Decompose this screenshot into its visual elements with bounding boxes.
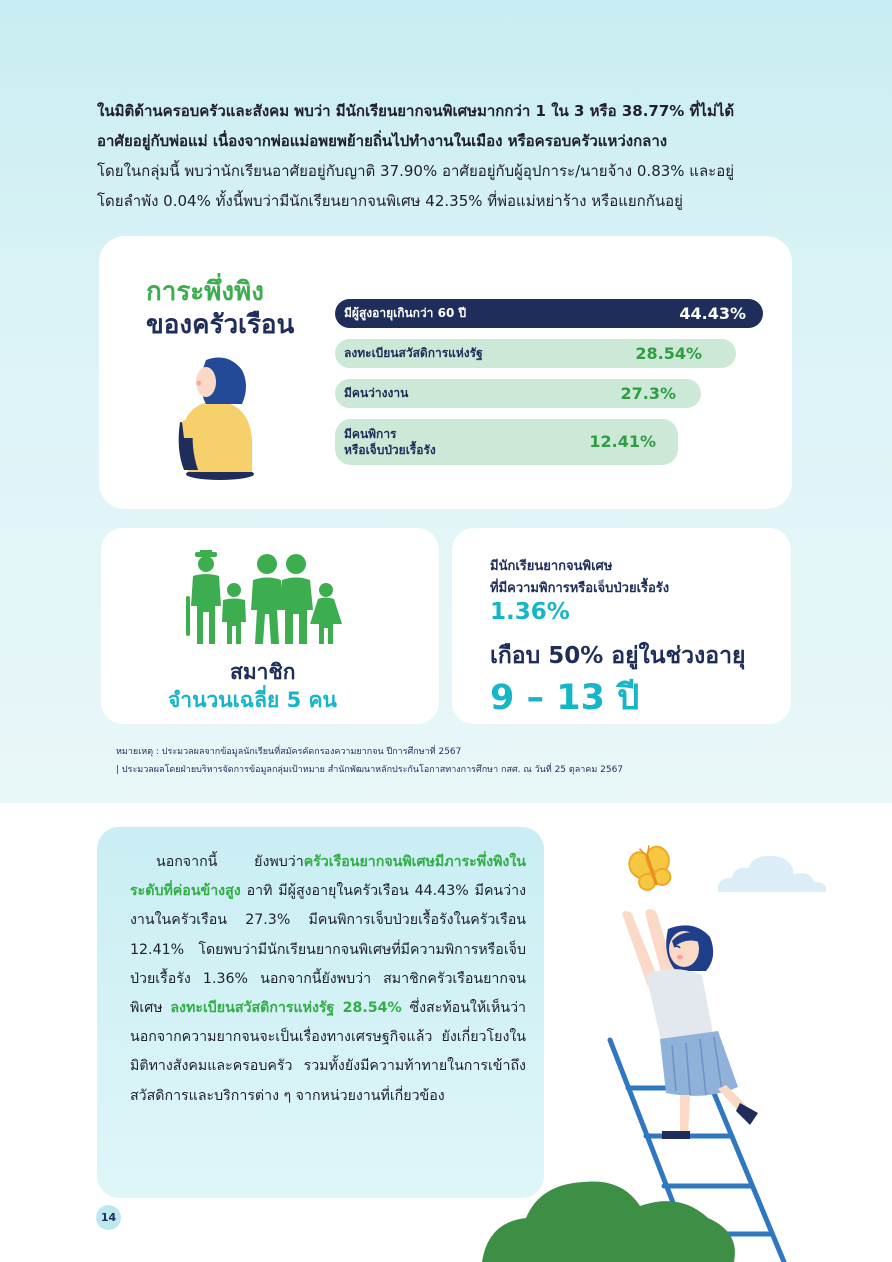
paragraph-text-3: ซึ่งสะท้อนให้เห็นว่า นอกจากความยากจนจะเป็นเรื่องทางเศรษฐกิจแล้ว ยังเกี่ยวโยงในมิติทางสังคมและครอบครัว รวมทั้งยังมีความท้าทายในการเข้าถึงสวัสดิการและบริการต่าง ๆ จากหน่วยงานที่เกี่ยวข้อง bbox=[130, 1000, 526, 1104]
paragraph-text-1: นอกจากนี้ ยังพบว่า bbox=[156, 854, 304, 870]
disability-age-note: เกือบ 50% อยู่ในช่วงอายุ bbox=[490, 643, 746, 669]
intro-line-1: ในมิติด้านครอบครัวและสังคม พบว่า มีนักเรียนยากจนพิเศษมากกว่า 1 ใน 3 หรือ 38.77% ที่ไม่ได้ bbox=[97, 102, 735, 120]
summary-paragraph bbox=[130, 848, 526, 1111]
dependency-bar-disabled bbox=[335, 419, 678, 465]
family-icon bbox=[183, 550, 345, 646]
disability-line-1: มีนักเรียนยากจนพิเศษ bbox=[490, 559, 613, 574]
page-number: 14 bbox=[96, 1205, 121, 1230]
bar-value: 28.54% bbox=[635, 344, 702, 363]
bar-value: 44.43% bbox=[679, 304, 746, 323]
dependency-bar-unemployed bbox=[335, 379, 701, 408]
cloud-icon bbox=[714, 852, 830, 894]
paragraph-text-2: อาทิ มีผู้สูงอายุในครัวเรือน 44.43% มีคนว่างงานในครัวเรือน 27.3% มีคนพิการเจ็บป่วยเรื้อรังในครัวเรือน 12.41% โดยพบว่ามีนักเรียนยากจนพิเศษที่มีความพิการหรือเจ็บป่วยเรื้อรัง 1.36% นอกจากนี้ยังพบว่า สมาชิกครัวเรือนยากจนพิเศษ bbox=[130, 883, 526, 1017]
dependency-title-line-1: การะพึ่งพิง bbox=[146, 277, 264, 307]
dependency-title-line-2: ของครัวเรือน bbox=[146, 310, 295, 340]
bar-label: มีคนว่างงาน bbox=[344, 386, 409, 400]
source-note-2: | ประมวลผลโดยฝ่ายบริหารจัดการข้อมูลกลุ่มเป้าหมาย สำนักพัฒนาหลักประกันโอกาสทางการศึกษา กสศ. ณ วันที่ 25 ตุลาคม 2567 bbox=[116, 765, 624, 775]
bar-value: 12.41% bbox=[589, 432, 656, 451]
dependency-bar-welfare bbox=[335, 339, 736, 368]
dependency-title bbox=[146, 276, 294, 342]
members-label: สมาชิก bbox=[230, 660, 296, 684]
dependency-bar-elderly bbox=[335, 299, 763, 328]
bar-label: มีผู้สูงอายุเกินกว่า 60 ปี bbox=[344, 306, 467, 320]
intro-line-2: อาศัยอยู่กับพ่อแม่ เนื่องจากพ่อแม่อพยพย้ายถิ่นไปทำงานในเมือง หรือครอบครัวแหว่งกลาง bbox=[97, 132, 668, 150]
intro-text bbox=[97, 96, 797, 216]
bush-illustration bbox=[482, 1170, 742, 1262]
paragraph-highlight-2: ลงทะเบียนสวัสดิการแห่งรัฐ 28.54% bbox=[170, 1000, 402, 1017]
paragraph-highlight-1: ครัวเรือนยากจนพิเศษมีภาระพึ่งพิงในระดับที่ค่อนข้างสูง bbox=[130, 854, 526, 900]
intro-line-3: โดยในกลุ่มนี้ พบว่านักเรียนอาศัยอยู่กับญาติ 37.90% อาศัยอยู่กับผู้อุปการะ/นายจ้าง 0.83% และอยู่ bbox=[97, 162, 735, 180]
source-note-1: หมายเหตุ : ประมวลผลจากข้อมูลนักเรียนที่สมัครคัดกรองความยากจน ปีการศึกษาที่ 2567 bbox=[116, 747, 462, 757]
butterfly-icon bbox=[628, 844, 674, 892]
girl-reaching-illustration bbox=[610, 905, 770, 1145]
members-average: จำนวนเฉลี่ย 5 คน bbox=[168, 688, 337, 712]
disability-percent: 1.36% bbox=[490, 599, 570, 625]
disability-line-2: ที่มีความพิการหรือเจ็บป่วยเรื้อรัง bbox=[490, 581, 670, 596]
intro-line-4: โดยลำพัง 0.04% ทั้งนี้พบว่ามีนักเรียนยากจนพิเศษ 42.35% ที่พ่อแม่หย่าร้าง หรือแยกกันอยู่ bbox=[97, 192, 683, 210]
disability-age-range: 9 – 13 ปี bbox=[490, 678, 640, 718]
bar-label: ลงทะเบียนสวัสดิการแห่งรัฐ bbox=[344, 346, 483, 360]
bar-value: 27.3% bbox=[620, 384, 676, 403]
bar-label-line-2: หรือเจ็บป่วยเรื้อรัง bbox=[344, 443, 436, 457]
bar-label-line-1: มีคนพิการ bbox=[344, 427, 397, 441]
sitting-child-illustration bbox=[176, 352, 256, 482]
